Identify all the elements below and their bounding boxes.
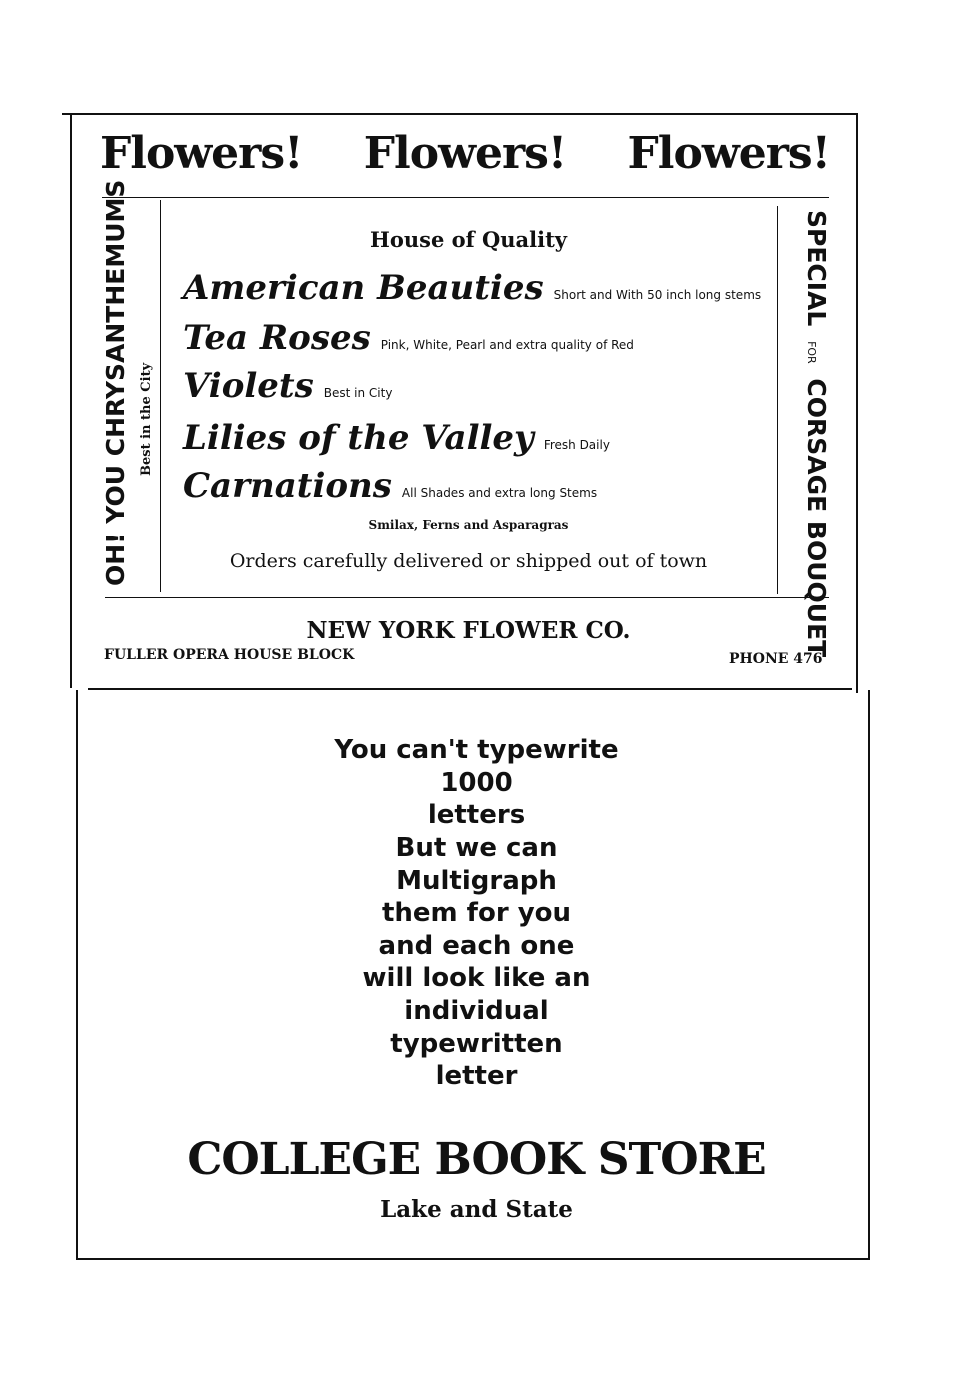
special-word: SPECIAL <box>802 210 831 327</box>
flower-note: Pink, White, Pearl and extra quality of Red <box>380 338 634 352</box>
multigraph-line: them for you <box>381 898 572 928</box>
multigraph-line: letter <box>435 1061 518 1091</box>
orders-line: Orders carefully delivered or shipped out of town <box>229 550 708 572</box>
flower-note: Short and With 50 inch long stems <box>553 288 762 302</box>
flower-note: Best in City <box>323 386 393 400</box>
store-name: COLLEGE BOOK STORE <box>187 1134 766 1185</box>
top-border <box>62 113 858 115</box>
flower-item <box>183 268 761 308</box>
multigraph-line: and each one <box>378 931 575 961</box>
flower-name: Carnations <box>183 466 392 506</box>
left-border <box>70 113 72 688</box>
flower-note: Fresh Daily <box>543 438 610 452</box>
multigraph-line: You can't typewrite <box>334 735 619 765</box>
smilax-line: Smilax, Ferns and Asparagras <box>368 518 569 532</box>
flower-item <box>183 366 392 406</box>
special-vertical <box>802 210 831 657</box>
bottom-border <box>78 1258 870 1260</box>
chrysanthemums-vertical: OH! YOU CHRYSANTHEMUMS <box>101 179 130 586</box>
flower-item <box>183 318 634 358</box>
flower-name: Tea Roses <box>183 318 371 358</box>
multigraph-line: individual <box>404 996 549 1026</box>
multigraph-line: Multigraph <box>396 866 557 896</box>
headline-underline <box>102 197 829 198</box>
left-border-bottom <box>76 690 78 1260</box>
inner-bottom-rule <box>105 597 829 598</box>
right-border-top <box>856 113 858 693</box>
multigraph-line: letters <box>427 800 526 830</box>
phone-line: PHONE 476 <box>729 651 823 667</box>
corsage-bouquet-word: CORSAGE BOUQUET <box>802 378 831 658</box>
right-border-bottom <box>868 690 870 1260</box>
house-of-quality: House of Quality <box>370 227 567 252</box>
headline-word-3: Flowers! <box>627 128 830 179</box>
address-line: FULLER OPERA HOUSE BLOCK <box>104 647 355 663</box>
flower-headline <box>100 128 830 179</box>
flower-name: American Beauties <box>183 268 544 308</box>
for-word: FOR <box>805 341 818 364</box>
flower-name: Lilies of the Valley <box>183 418 534 458</box>
company-name: NEW YORK FLOWER CO. <box>306 617 631 644</box>
flower-note: All Shades and extra long Stems <box>401 486 598 500</box>
best-in-city-vertical: Best in the City <box>139 362 154 476</box>
store-location: Lake and State <box>380 1196 573 1223</box>
headline-word-2: Flowers! <box>363 128 567 179</box>
multigraph-line: 1000 <box>440 768 513 798</box>
flower-item <box>183 466 597 506</box>
multigraph-line: But we can <box>395 833 558 863</box>
flower-item <box>183 418 610 458</box>
inner-right-rule <box>777 206 778 594</box>
multigraph-line: will look like an <box>362 963 591 993</box>
inner-left-rule <box>160 200 161 592</box>
headline-word-1: Flowers! <box>100 128 303 179</box>
multigraph-line: typewritten <box>390 1029 563 1059</box>
middle-divider <box>88 688 852 690</box>
flower-name: Violets <box>183 366 314 406</box>
